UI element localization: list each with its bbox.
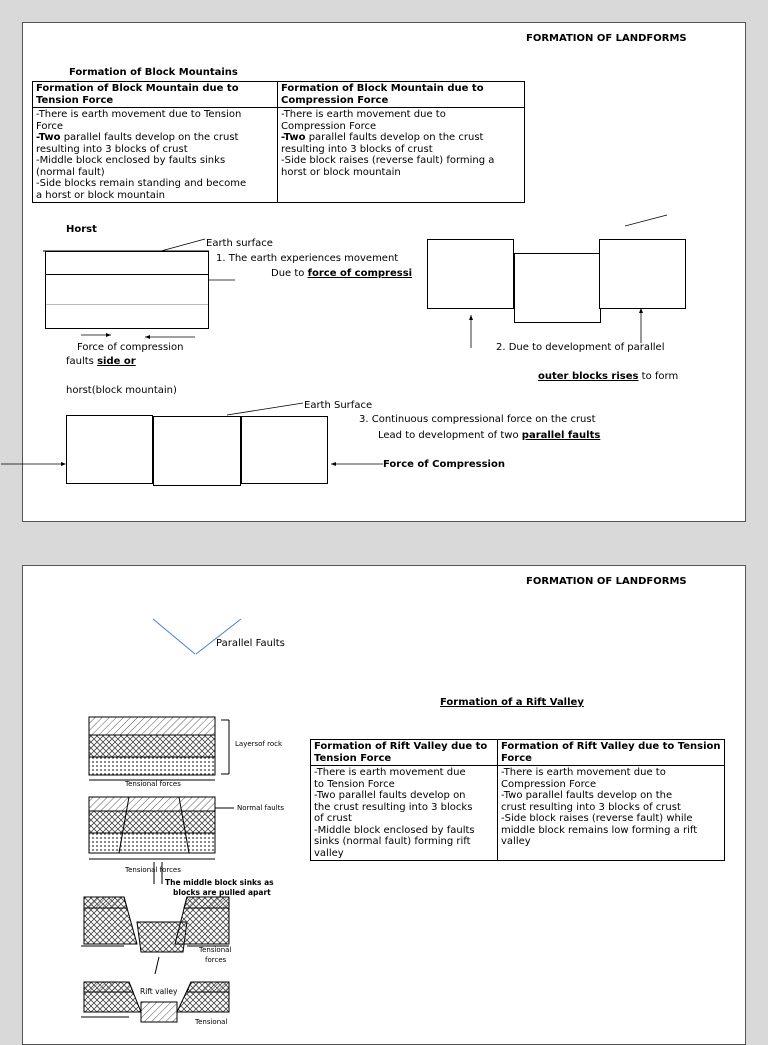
step-1-line-2 xyxy=(271,268,427,280)
cell-line: -Side block raises (reverse fault) forming a xyxy=(281,155,495,166)
step-1-line-1: 1. The earth experiences movement xyxy=(216,253,399,264)
cell-line: -There is earth movement due to xyxy=(281,109,446,120)
step-2: 2. Due to development of parallel xyxy=(496,342,665,353)
layers-of-rock-label: Layersof rock xyxy=(235,740,283,748)
cell-line: (normal fault) xyxy=(36,166,105,178)
force-of-compression-bold: Force of Compression xyxy=(383,459,505,470)
page-2 xyxy=(22,565,746,1045)
step-1-prefix: Due to xyxy=(271,268,305,279)
normal-faults-label: Normal faults xyxy=(237,804,285,812)
page-header: FORMATION OF LANDFORMS xyxy=(526,33,687,44)
tensional-forces-2: Tensional forces xyxy=(125,866,181,874)
right-block xyxy=(599,239,686,309)
cell-line-text: parallel faults develop on the crust xyxy=(63,132,239,143)
step-3-bold: parallel faults xyxy=(521,430,601,441)
horst-block-label: horst(block mountain) xyxy=(66,385,177,396)
table-cell-compression xyxy=(498,766,725,861)
faults-bold: side or xyxy=(97,356,136,367)
cell-line: -There is earth movement due to xyxy=(501,767,666,778)
force-of-compression-label: Force of compression xyxy=(77,342,184,353)
earth-surface-2-label: Earth Surface xyxy=(304,400,373,411)
cell-line: resulting into 3 blocks of crust xyxy=(281,143,433,155)
cell-line: middle block remains low forming a rift xyxy=(501,824,698,836)
cell-line: -Middle block enclosed by faults xyxy=(314,824,475,836)
forces-label: forces xyxy=(205,956,227,964)
page-1 xyxy=(22,22,746,522)
cell-line: -Two parallel faults develop on xyxy=(314,790,466,801)
middle-sinks-line-2: blocks are pulled apart xyxy=(173,888,271,897)
cell-line: valley xyxy=(314,847,344,859)
cell-line: crust resulting into 3 blocks of crust xyxy=(501,801,681,813)
cell-line: -There is earth movement due to Tension xyxy=(36,109,242,120)
table-header-tension: Formation of Rift Valley due to Tension Force xyxy=(311,740,498,766)
left-block xyxy=(427,239,514,309)
step-3-line-2 xyxy=(378,430,600,442)
cell-line: -Middle block enclosed by faults sinks xyxy=(36,155,226,166)
middle-sinks-line-1: The middle block sinks as xyxy=(165,878,274,887)
cell-line: valley xyxy=(501,836,531,847)
cell-line: the crust resulting into 3 blocks xyxy=(314,801,473,813)
block-2 xyxy=(153,416,241,486)
cell-line: Compression Force xyxy=(501,778,597,790)
cell-line: of crust xyxy=(314,813,352,824)
cell-line-text: parallel faults develop on the crust xyxy=(308,132,484,143)
tensional-forces-1: Tensional forces xyxy=(125,780,181,788)
bold-two: -Two xyxy=(36,132,61,143)
rift-valley-label: Rift valley xyxy=(140,987,178,996)
bold-two: -Two xyxy=(281,132,306,143)
cell-line: resulting into 3 blocks of crust xyxy=(36,143,188,155)
table-header-compression: Formation of Block Mountain due to Compression Force xyxy=(278,82,525,108)
middle-block xyxy=(514,253,601,323)
outer-blocks-line xyxy=(538,371,678,383)
step-3-line-1: 3. Continuous compressional force on the crust xyxy=(359,414,596,425)
table-header-tension: Formation of Block Mountain due to Tension Force xyxy=(33,82,278,108)
table-header-tension-2: Formation of Rift Valley due to Tension Force xyxy=(498,740,725,766)
outer-suffix: to form xyxy=(641,371,679,382)
rift-valley-table xyxy=(310,739,725,861)
horst-label: Horst xyxy=(66,224,97,235)
page-header: FORMATION OF LANDFORMS xyxy=(526,576,687,587)
cell-line: to Tension Force xyxy=(314,778,395,790)
cell-line: -Side block raises (reverse fault) while xyxy=(501,813,693,824)
cell-line: -Two parallel faults develop on the xyxy=(501,790,673,801)
step-3-prefix: Lead to development of two xyxy=(378,430,519,441)
tensional-bottom-label: Tensional xyxy=(195,1018,228,1026)
faults-line xyxy=(66,356,136,368)
cell-line: Force xyxy=(36,120,64,132)
cell-line: sinks (normal fault) forming rift xyxy=(314,836,471,847)
table-cell-tension xyxy=(311,766,498,861)
rift-valley-title: Formation of a Rift Valley xyxy=(440,697,584,708)
cell-line: -There is earth movement due xyxy=(314,767,466,778)
outer-bold: outer blocks rises xyxy=(538,371,639,382)
cell-line: Compression Force xyxy=(281,120,377,132)
earth-surface-label: Earth surface xyxy=(206,238,273,249)
cell-line: -Side blocks remain standing and become xyxy=(36,178,247,189)
tensional-label: Tensional xyxy=(199,946,232,954)
block-3 xyxy=(241,416,328,484)
parallel-faults-label: Parallel Faults xyxy=(216,638,285,649)
step-1-bold: force of compressi xyxy=(307,268,413,279)
section-title: Formation of Block Mountains xyxy=(69,67,238,78)
rift-valley-figure xyxy=(79,712,309,1032)
cell-line: horst or block mountain xyxy=(281,166,401,178)
faults-prefix: faults xyxy=(66,356,94,367)
block-1 xyxy=(66,415,153,484)
cell-line: a horst or block mountain xyxy=(36,189,166,201)
